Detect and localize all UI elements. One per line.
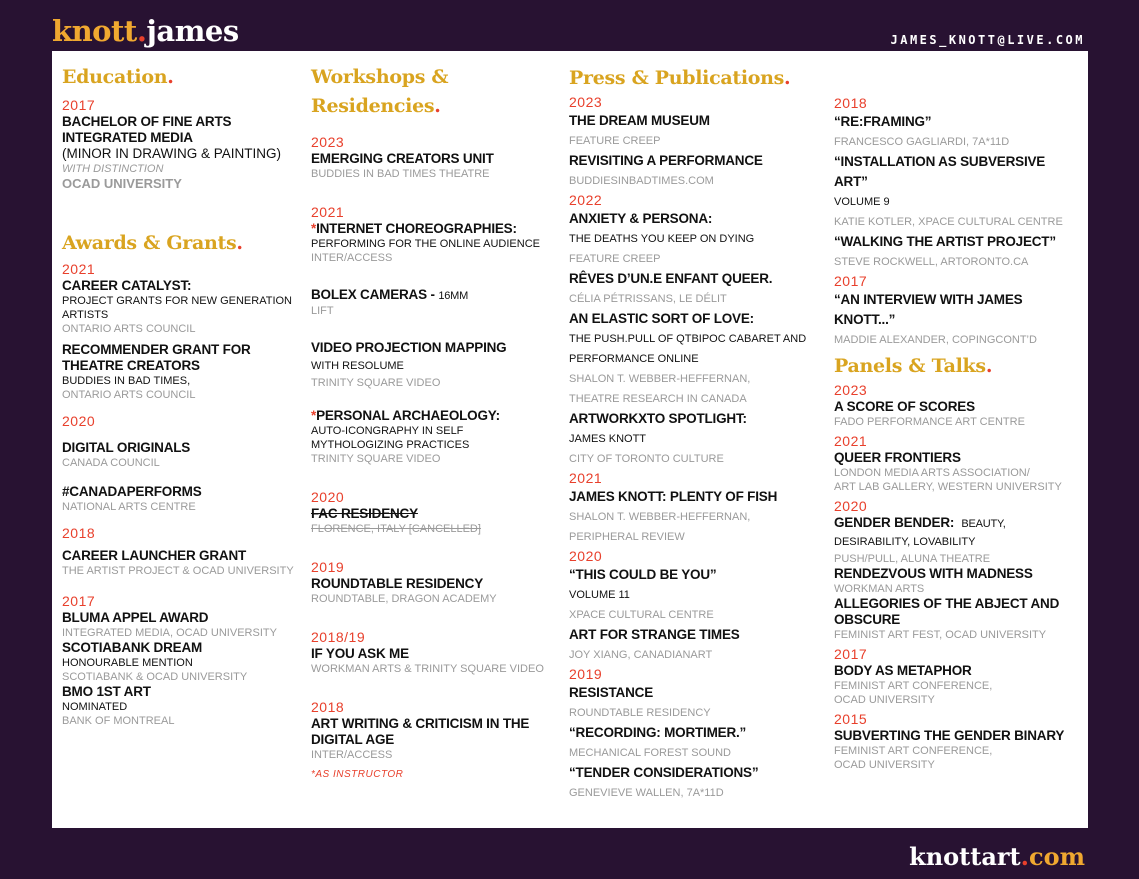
workshop-title: FAC RESIDENCY <box>311 506 418 521</box>
year: 2018/19 <box>311 629 366 645</box>
year: 2023 <box>569 94 603 110</box>
year: 2015 <box>834 711 868 727</box>
talk-org: OCAD UNIVERSITY <box>834 759 935 771</box>
workshop-title: *INTERNET CHOREOGRAPHIES: <box>311 221 517 236</box>
workshop-sub: PERFORMING FOR THE ONLINE AUDIENCE <box>311 238 540 250</box>
award-org: ONTARIO ARTS COUNCIL <box>62 323 196 335</box>
award-title: DIGITAL ORIGINALS <box>62 440 191 455</box>
year: 2018 <box>311 699 345 715</box>
press-org: XPACE CULTURAL CENTRE <box>569 609 714 621</box>
talk-org: ART LAB GALLERY, WESTERN UNIVERSITY <box>834 481 1062 493</box>
talk-org: FEMINIST ART CONFERENCE, <box>834 680 993 692</box>
workshop-sub: WITH RESOLUME <box>311 360 404 372</box>
talk-title: QUEER FRONTIERS <box>834 450 961 465</box>
workshop-org: FLORENCE, ITALY [CANCELLED] <box>311 523 481 535</box>
workshop-title: BOLEX CAMERAS - 16MM <box>311 287 469 302</box>
press-org: FEATURE CREEP <box>569 135 661 147</box>
year: 2021 <box>311 204 345 220</box>
talk-org: FADO PERFORMANCE ART CENTRE <box>834 416 1025 428</box>
column-press-panels <box>834 94 1079 772</box>
press-title: JAMES KNOTT: PLENTY OF FISH <box>569 489 778 504</box>
award-title: #CANADAPERFORMS <box>62 484 202 499</box>
website-link[interactable]: knottart.com <box>909 842 1085 871</box>
year: 2023 <box>311 134 345 150</box>
press-title: ANXIETY & PERSONA: <box>569 211 713 226</box>
award-title: CAREER CATALYST: <box>62 278 192 293</box>
degree-title: INTEGRATED MEDIA <box>62 130 193 145</box>
talk-title: RENDEZVOUS WITH MADNESS <box>834 566 1033 581</box>
press-org: MADDIE ALEXANDER, COPINGCONT’D <box>834 334 1037 346</box>
section-title-awards: Awards & Grants. <box>62 232 243 254</box>
press-sub: JAMES KNOTT <box>569 433 647 445</box>
press-org: PERIPHERAL REVIEW <box>569 531 685 543</box>
workshop-org: TRINITY SQUARE VIDEO <box>311 453 441 465</box>
press-org: SHALON T. WEBBER-HEFFERNAN, <box>569 511 751 523</box>
press-title: RESISTANCE <box>569 685 654 700</box>
section-title-education: Education. <box>62 66 174 88</box>
award-sub: BUDDIES IN BAD TIMES, <box>62 375 191 387</box>
brand-last: james <box>146 14 239 48</box>
award-org: THE ARTIST PROJECT & OCAD UNIVERSITY <box>62 565 294 577</box>
press-org: STEVE ROCKWELL, ARTORONTO.CA <box>834 256 1029 268</box>
talk-title: GENDER BENDER: BEAUTY, <box>834 515 1006 530</box>
year: 2021 <box>62 261 96 277</box>
workshop-org: ROUNDTABLE, DRAGON ACADEMY <box>311 593 497 605</box>
talk-org: PUSH/PULL, ALUNA THEATRE <box>834 553 991 565</box>
section-title-workshops: Workshops & Residencies. <box>311 66 449 117</box>
year: 2017 <box>834 646 868 662</box>
year: 2023 <box>834 382 868 398</box>
award-org: CANADA COUNCIL <box>62 457 160 469</box>
brand-dot: . <box>136 14 147 48</box>
year: 2021 <box>834 433 868 449</box>
talk-org: WORKMAN ARTS <box>834 583 925 595</box>
year: 2017 <box>62 593 96 609</box>
workshop-org: BUDDIES IN BAD TIMES THEATRE <box>311 168 490 180</box>
workshop-sub: AUTO-ICONGRAPHY IN SELF MYTHOLOGIZING PRACTICES <box>311 425 470 451</box>
press-title: ARTWORKXTO SPOTLIGHT: <box>569 411 747 426</box>
talk-org: OCAD UNIVERSITY <box>834 694 935 706</box>
award-org: INTEGRATED MEDIA, OCAD UNIVERSITY <box>62 627 277 639</box>
award-sub: NOMINATED <box>62 701 128 713</box>
year: 2020 <box>62 413 96 429</box>
award-org: BANK OF MONTREAL <box>62 715 175 727</box>
year: 2020 <box>311 489 345 505</box>
press-org: JOY XIANG, CANADIANART <box>569 649 713 661</box>
column-education-awards <box>62 63 298 728</box>
press-title: AN ELASTIC SORT OF LOVE: <box>569 311 754 326</box>
talk-title: A SCORE OF SCORES <box>834 399 975 414</box>
brand-first: knott <box>52 14 137 48</box>
press-org: FEATURE CREEP <box>569 253 661 265</box>
press-title: THE DREAM MUSEUM <box>569 113 710 128</box>
award-sub: HONOURABLE MENTION <box>62 657 193 669</box>
press-org: SHALON T. WEBBER-HEFFERNAN, <box>569 373 751 385</box>
workshop-title: ROUNDTABLE RESIDENCY <box>311 576 484 591</box>
year: 2017 <box>834 273 868 289</box>
talk-title: BODY AS METAPHOR <box>834 663 972 678</box>
talk-sub: DESIRABILITY, LOVABILITY <box>834 536 976 548</box>
press-org: MECHANICAL FOREST SOUND <box>569 747 731 759</box>
press-title: RÊVES D’UN.E ENFANT QUEER. <box>569 271 773 286</box>
column-press <box>569 64 819 803</box>
press-sub: VOLUME 9 <box>834 196 890 208</box>
press-org: GENEVIEVE WALLEN, 7A*11D <box>569 787 724 799</box>
workshop-org: LIFT <box>311 305 334 317</box>
award-sub: PROJECT GRANTS FOR NEW GENERATION ARTISTS <box>62 295 292 321</box>
workshop-org: INTER/ACCESS <box>311 252 393 264</box>
email-link[interactable]: JAMES_KNOTT@LIVE.COM <box>890 33 1085 47</box>
workshop-org: TRINITY SQUARE VIDEO <box>311 377 441 389</box>
award-org: NATIONAL ARTS CENTRE <box>62 501 196 513</box>
press-org: BUDDIESINBADTIMES.COM <box>569 175 714 187</box>
workshop-title: VIDEO PROJECTION MAPPING <box>311 340 507 355</box>
press-title: “TENDER CONSIDERATIONS” <box>569 765 759 780</box>
degree-title: BACHELOR OF FINE ARTS <box>62 114 232 129</box>
press-title: “WALKING THE ARTIST PROJECT” <box>834 234 1056 249</box>
press-title: “INSTALLATION AS SUBVERSIVE ART” <box>834 154 1046 189</box>
year: 2018 <box>834 95 868 111</box>
year: 2018 <box>62 525 96 541</box>
cv-panel <box>52 51 1088 828</box>
brand-logo <box>52 14 239 48</box>
talk-title: ALLEGORIES OF THE ABJECT AND OBSCURE <box>834 596 1060 627</box>
workshop-org: INTER/ACCESS <box>311 749 393 761</box>
press-sub: THE DEATHS YOU KEEP ON DYING <box>569 233 755 245</box>
press-title: “RECORDING: MORTIMER.” <box>569 725 747 740</box>
press-org: CÉLIA PÉTRISSANS, LE DÉLIT <box>569 293 727 305</box>
year: 2019 <box>569 666 603 682</box>
press-title: “THIS COULD BE YOU” <box>569 567 717 582</box>
instructor-note: *AS INSTRUCTOR <box>311 769 404 780</box>
workshop-title: EMERGING CREATORS UNIT <box>311 151 494 166</box>
press-org: FRANCESCO GAGLIARDI, 7A*11D <box>834 136 1010 148</box>
workshop-title: IF YOU ASK ME <box>311 646 409 661</box>
press-sub: VOLUME 11 <box>569 589 630 601</box>
year: 2020 <box>834 498 868 514</box>
press-org: KATIE KOTLER, XPACE CULTURAL CENTRE <box>834 216 1063 228</box>
award-title: SCOTIABANK DREAM <box>62 640 203 655</box>
press-sub: THE PUSH.PULL OF QTBIPOC CABARET AND PERFORMANCE ONLINE <box>569 333 807 365</box>
section-title-press: Press & Publications. <box>569 67 791 89</box>
year: 2020 <box>569 548 603 564</box>
year: 2022 <box>569 192 603 208</box>
press-title: ART FOR STRANGE TIMES <box>569 627 740 642</box>
column-workshops <box>311 63 551 782</box>
press-org: THEATRE RESEARCH IN CANADA <box>569 393 747 405</box>
talk-org: LONDON MEDIA ARTS ASSOCIATION/ <box>834 467 1030 479</box>
award-org: ONTARIO ARTS COUNCIL <box>62 389 196 401</box>
degree-minor: (MINOR IN DRAWING & PAINTING) <box>62 146 281 161</box>
award-title: CAREER LAUNCHER GRANT <box>62 548 247 563</box>
press-org: CITY OF TORONTO CULTURE <box>569 453 724 465</box>
section-title-panels: Panels & Talks. <box>834 355 993 377</box>
distinction: WITH DISTINCTION <box>62 163 164 175</box>
award-title: BLUMA APPEL AWARD <box>62 610 209 625</box>
talk-org: FEMINIST ART CONFERENCE, <box>834 745 993 757</box>
workshop-title: ART WRITING & CRITICISM IN THE DIGITAL AGE <box>311 716 530 747</box>
workshop-title: *PERSONAL ARCHAEOLOGY: <box>311 408 500 423</box>
press-title: REVISITING A PERFORMANCE <box>569 153 763 168</box>
award-title: RECOMMENDER GRANT FOR THEATRE CREATORS <box>62 342 251 373</box>
year: 2021 <box>569 470 603 486</box>
year: 2017 <box>62 97 96 113</box>
year: 2019 <box>311 559 345 575</box>
press-org: ROUNDTABLE RESIDENCY <box>569 707 711 719</box>
award-title: BMO 1ST ART <box>62 684 151 699</box>
press-title: “RE:FRAMING” <box>834 114 932 129</box>
press-title: “AN INTERVIEW WITH JAMES KNOTT...” <box>834 292 1023 327</box>
talk-title: SUBVERTING THE GENDER BINARY <box>834 728 1065 743</box>
school: OCAD UNIVERSITY <box>62 176 182 191</box>
workshop-org: WORKMAN ARTS & TRINITY SQUARE VIDEO <box>311 663 544 675</box>
talk-org: FEMINIST ART FEST, OCAD UNIVERSITY <box>834 629 1047 641</box>
award-org: SCOTIABANK & OCAD UNIVERSITY <box>62 671 248 683</box>
